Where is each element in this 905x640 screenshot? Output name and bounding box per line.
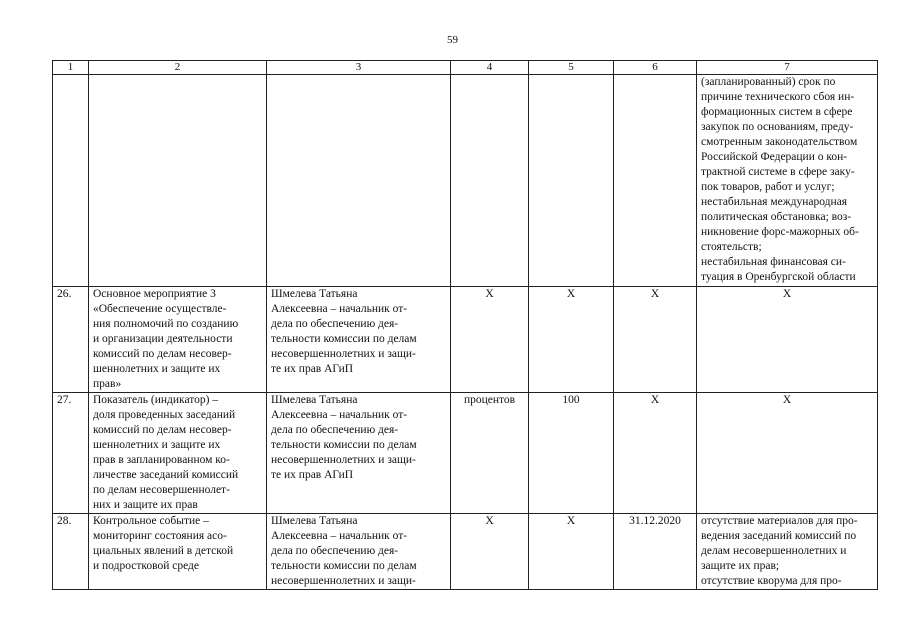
unit-cell bbox=[451, 75, 529, 287]
date-cell: Х bbox=[614, 393, 697, 514]
risks-cell: отсутствие материалов для про- ведения заседаний комиссий по делам несовершеннолетних и защите их прав; отсутствие кворума для про- bbox=[697, 514, 878, 590]
table-row bbox=[53, 393, 878, 514]
column-header-5: 5 bbox=[529, 61, 614, 75]
table-row bbox=[53, 514, 878, 590]
responsible-person: Шмелева Татьяна Алексеевна – начальник от- дела по обеспечению дея- тельности комиссии по делам несовершеннолетних и защи- bbox=[267, 514, 451, 590]
responsible-person: Шмелева Татьяна Алексеевна – начальник от- дела по обеспечению дея- тельности комиссии по делам несовершеннолетних и защи- те их прав АГиП bbox=[267, 393, 451, 514]
value-cell: Х bbox=[529, 514, 614, 590]
column-header-2: 2 bbox=[89, 61, 267, 75]
table-row bbox=[53, 75, 878, 287]
unit-cell: Х bbox=[451, 514, 529, 590]
value-cell: Х bbox=[529, 287, 614, 393]
unit-cell: Х bbox=[451, 287, 529, 393]
risks-cell: Х bbox=[697, 287, 878, 393]
value-cell: 100 bbox=[529, 393, 614, 514]
responsible-person: Шмелева Татьяна Алексеевна – начальник от- дела по обеспечению дея- тельности комиссии по делам несовершеннолетних и защи- те их прав АГиП bbox=[267, 287, 451, 393]
header-row bbox=[53, 61, 878, 75]
column-header-6: 6 bbox=[614, 61, 697, 75]
date-cell: Х bbox=[614, 287, 697, 393]
column-header-3: 3 bbox=[267, 61, 451, 75]
event-name: Контрольное событие – мониторинг состояния асо- циальных явлений в детской и подростковой среде bbox=[89, 514, 267, 590]
value-cell bbox=[529, 75, 614, 287]
date-cell bbox=[614, 75, 697, 287]
event-name: Показатель (индикатор) – доля проведенных заседаний комиссий по делам несовер- шеннолетних и защите их прав в запланированном ко- личестве заседаний комиссий по делам несовершеннолет- них и защите их прав bbox=[89, 393, 267, 514]
responsible-person bbox=[267, 75, 451, 287]
risks-cell: (запланированный) срок по причине технического сбоя ин- формационных систем в сфере закупок по основаниям, преду- смотренным законодательством Российской Федерации о кон- трактной системе в сфере заку- пок товаров, работ и услуг; нестабильная международная политическая обстановка; воз- никновение форс-мажорных об- стоятельств; нестабильная финансовая си- туация в Оренбургской области bbox=[697, 75, 878, 287]
unit-cell: процентов bbox=[451, 393, 529, 514]
program-table bbox=[52, 60, 878, 590]
column-header-7: 7 bbox=[697, 61, 878, 75]
table-row bbox=[53, 287, 878, 393]
row-number: 27. bbox=[53, 393, 89, 514]
event-name: Основное мероприятие 3 «Обеспечение осуществле- ния полномочий по созданию и организации деятельности комиссий по делам несовер- шеннолетних и защите их прав» bbox=[89, 287, 267, 393]
column-header-4: 4 bbox=[451, 61, 529, 75]
row-number: 28. bbox=[53, 514, 89, 590]
row-number bbox=[53, 75, 89, 287]
row-number: 26. bbox=[53, 287, 89, 393]
page-number: 59 bbox=[447, 34, 458, 46]
date-cell: 31.12.2020 bbox=[614, 514, 697, 590]
event-name bbox=[89, 75, 267, 287]
column-header-1: 1 bbox=[53, 61, 89, 75]
risks-cell: Х bbox=[697, 393, 878, 514]
